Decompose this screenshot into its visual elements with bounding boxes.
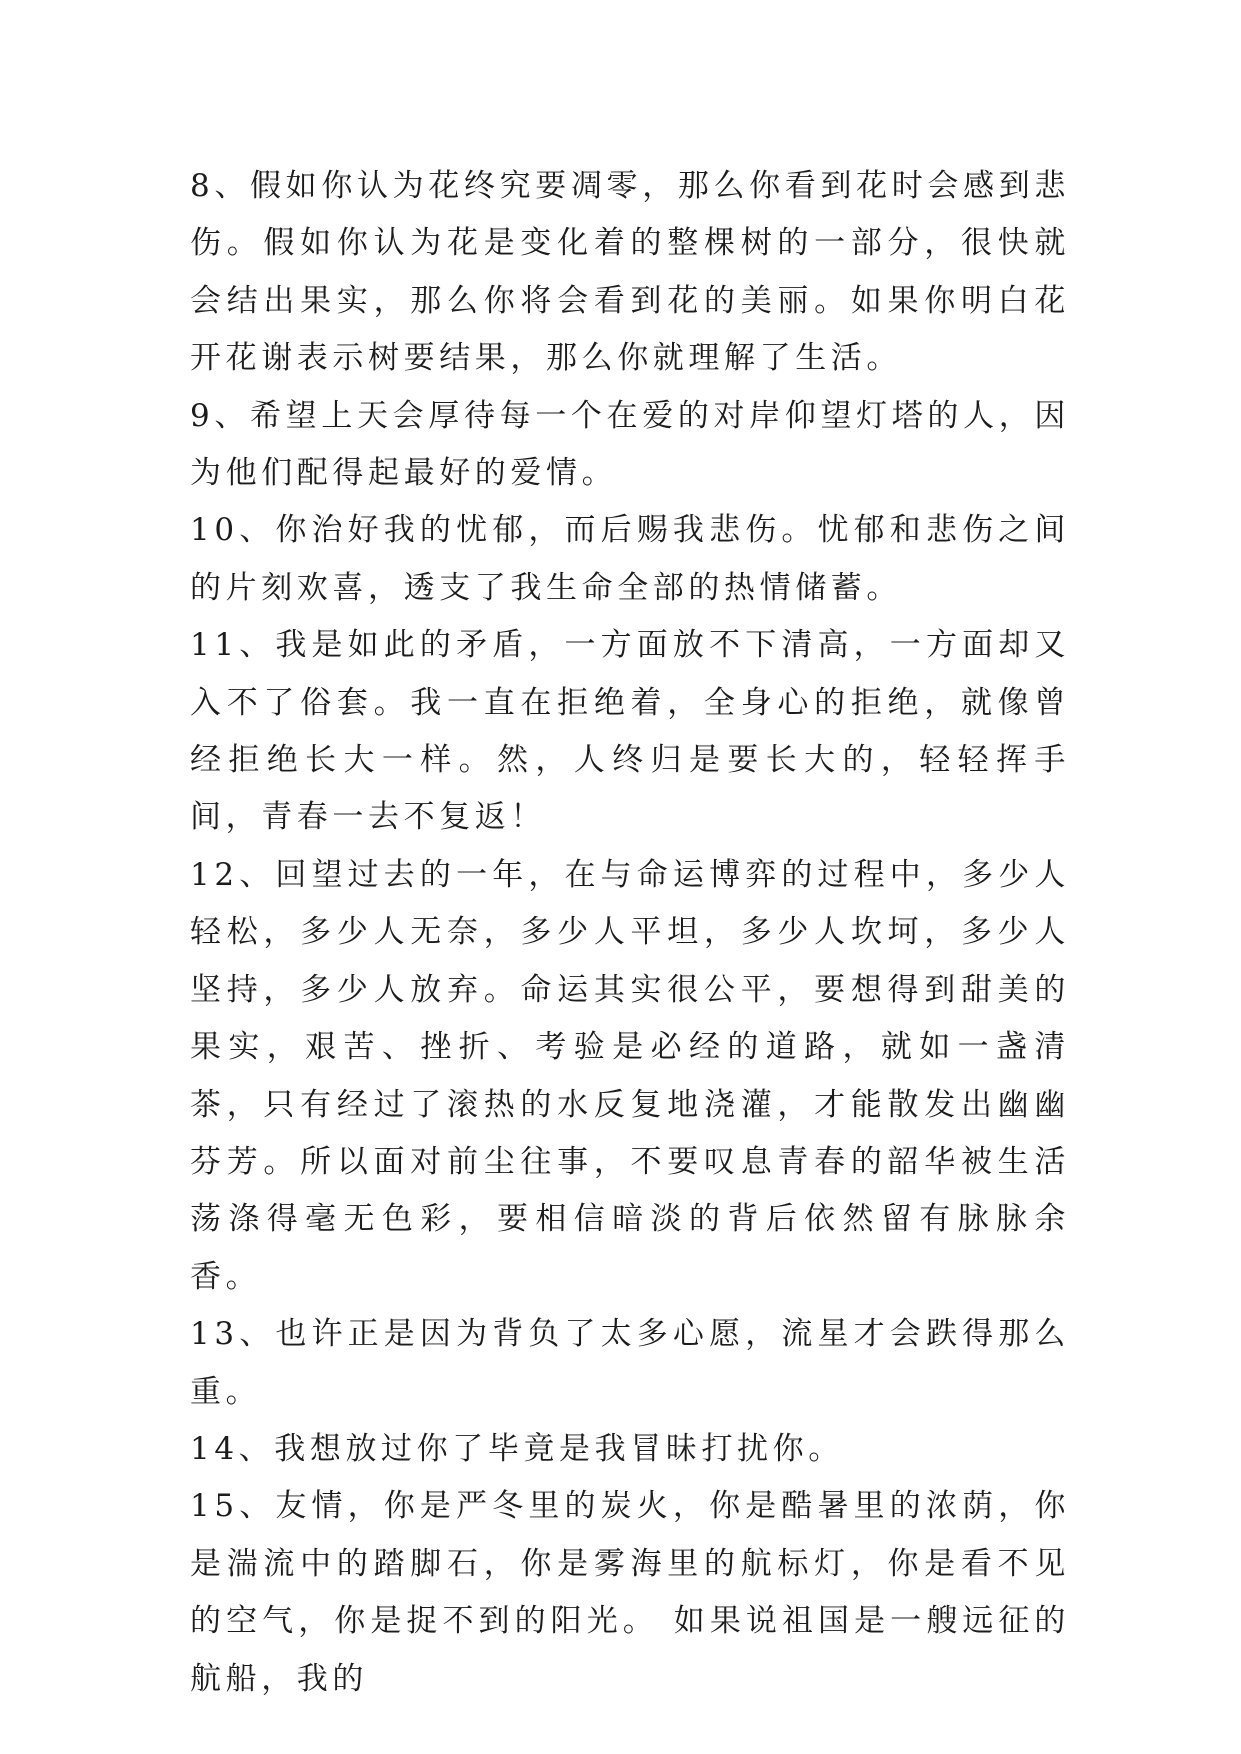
paragraph-10: 10、你治好我的忧郁，而后赐我悲伤。忧郁和悲伤之间的片刻欢喜，透支了我生命全部的热情储蓄。 xyxy=(190,512,1070,606)
paragraph-12: 12、回望过去的一年，在与命运博弈的过程中，多少人轻松，多少人无奈，多少人平坦，多少人坎坷，多少人坚持，多少人放弃。命运其实很公平，要想得到甜美的果实，艰苦、挫折、考验是必经的道路，就如一盏清茶，只有经过了滚热的水反复地浇灌，才能散发出幽幽芬芳。所以面对前尘往事，不要叹息青春的韶华被生活荡涤得毫无色彩，要相信暗淡的背后依然留有脉脉余香。 xyxy=(190,856,1070,1295)
paragraph-9: 9、希望上天会厚待每一个在爱的对岸仰望灯塔的人，因为他们配得起最好的爱情。 xyxy=(190,397,1070,492)
paragraph-8: 8、假如你认为花终究要凋零，那么你看到花时会感到悲伤。假如你认为花是变化着的整棵树的一部分，很快就会结出果实，那么你将会看到花的美丽。如果你明白花开花谢表示树要结果，那么你就理解了生活。 xyxy=(190,168,1070,377)
document-body xyxy=(190,158,1070,1708)
paragraph-14: 14、我想放过你了毕竟是我冒昧打扰你。 xyxy=(190,1430,844,1467)
paragraph-13: 13、也许正是因为背负了太多心愿，流星才会跌得那么重。 xyxy=(190,1316,1070,1410)
paragraph-15: 15、友情，你是严冬里的炭火，你是酷暑里的浓荫，你是湍流中的踏脚石，你是雾海里的航标灯，你是看不见的空气，你是捉不到的阳光。 如果说祖国是一艘远征的航船，我的 xyxy=(190,1488,1070,1697)
paragraph-11: 11、我是如此的矛盾，一方面放不下清高，一方面却又入不了俗套。我一直在拒绝着，全身心的拒绝，就像曾经拒绝长大一样。然，人终归是要长大的，轻轻挥手间，青春一去不复返！ xyxy=(190,627,1070,836)
